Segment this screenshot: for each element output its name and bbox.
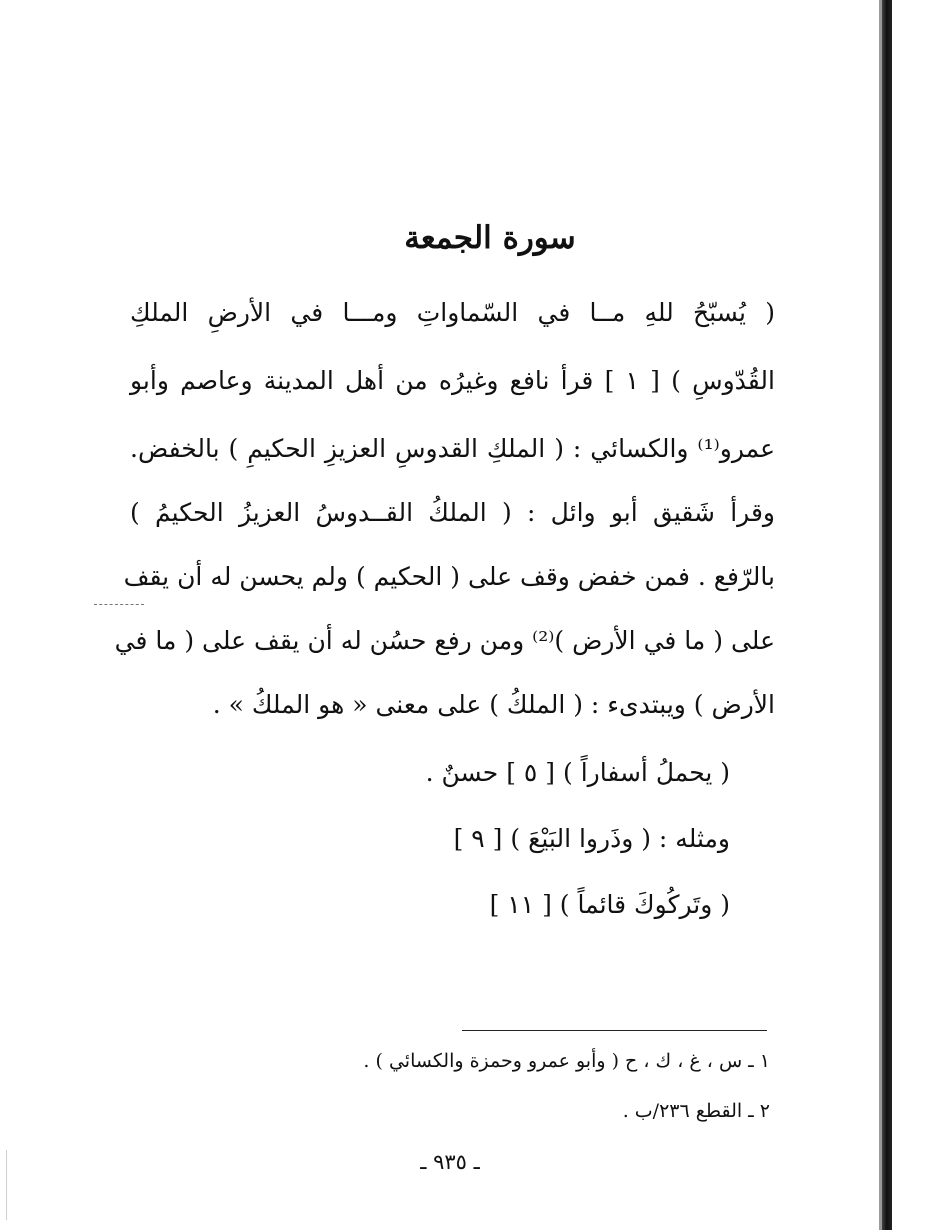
body-line-4: وقرأ شَقيق أبو وائل : ( الملكُ القــدوسُ العزيزُ الحكيمُ ) xyxy=(130,498,775,527)
book-binding-edge xyxy=(882,0,892,1230)
body-line-2: القُدّوسِ ) [ ١ ] قرأ نافع وغيرُه من أهل المدينة وعاصم وأبو xyxy=(130,366,775,395)
body-line-3: عمرو⁽¹⁾ والكسائي : ( الملكِ القدوسِ العزيزِ الحكيمِ ) بالخفض. xyxy=(130,434,775,463)
page-margin-right xyxy=(892,0,930,1230)
scan-dash-mark xyxy=(94,604,144,605)
footnote-1: ١ ـ س ، غ ، ك ، ح ( وأبو عمرو وحمزة والكسائي ) . xyxy=(363,1050,770,1072)
body-line-7: الأرض ) ويبتدىء : ( الملكُ ) على معنى « هو الملكُ » . xyxy=(212,690,775,719)
body-line-8: ( يحملُ أسفاراً ) [ ٥ ] حسنٌ . xyxy=(425,758,730,787)
scan-edge-mark xyxy=(6,1150,7,1220)
footnote-2: ٢ ـ القطع ٢٣٦/ب . xyxy=(622,1100,770,1122)
body-line-6: على ( ما في الأرض )⁽²⁾ ومن رفع حسُن له أن يقف على ( ما في xyxy=(114,626,775,655)
footnote-separator xyxy=(462,1030,767,1031)
body-line-5: بالرّفع . فمن خفض وقف على ( الحكيم ) ولم يحسن له أن يقف xyxy=(123,562,775,591)
chapter-title: سورة الجمعة xyxy=(404,220,576,256)
page-number: ـ ٩٣٥ ـ xyxy=(420,1150,480,1174)
body-line-10: ( وتَركُوكَ قائماً ) [ ١١ ] xyxy=(489,890,730,919)
body-line-9: ومثله : ( وذَروا البَيْعَ ) [ ٩ ] xyxy=(453,824,730,853)
body-line-1: ( يُسبّحُ للهِ مــا في السّماواتِ ومـــا في الأرضِ الملكِ xyxy=(130,298,775,327)
